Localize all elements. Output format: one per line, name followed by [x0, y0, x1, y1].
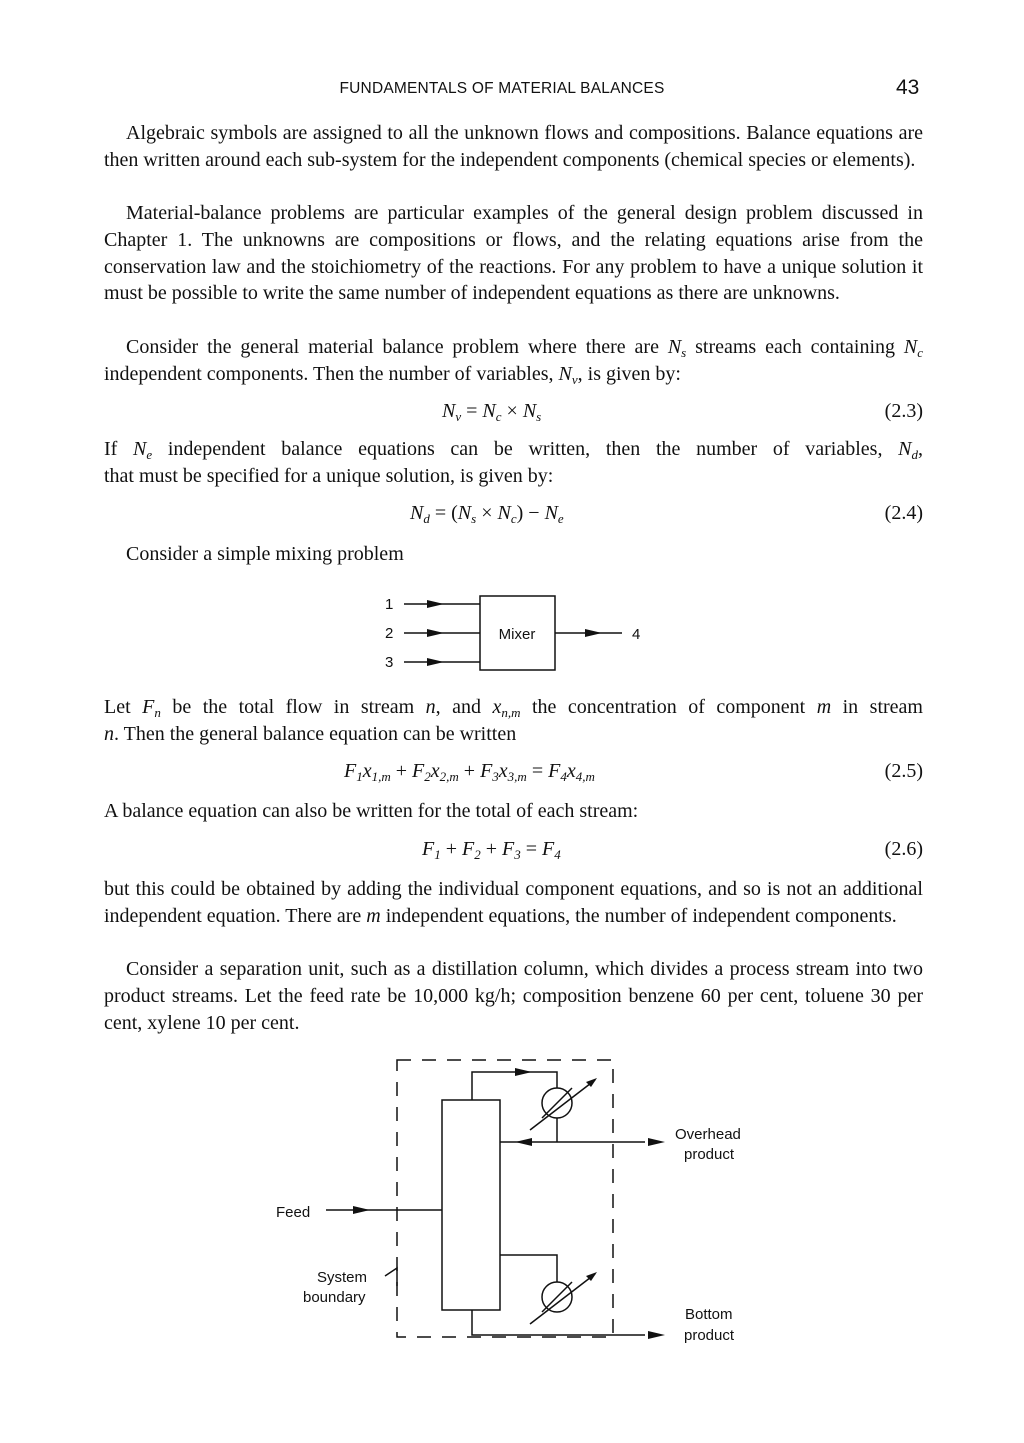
arrow-right-icon: [353, 1206, 370, 1214]
p3-text-3: independent components. Then the number of variables,: [104, 362, 559, 385]
equation-number-2-5: (2.5): [884, 760, 923, 782]
stream-label-2: 2: [385, 625, 394, 642]
distillation-column-diagram: [260, 1050, 780, 1350]
bottom-product-label-line1: Bottom: [685, 1306, 733, 1323]
paragraph-not-independent: but this could be obtained by adding the individual component equations, and so is not an additional independent equation. There are m independent equations, the number of independent components.: [104, 878, 923, 927]
equation-2-3-body: $N_v = N_c \times N_s$: [442, 400, 542, 424]
feed-label: Feed: [276, 1204, 311, 1221]
p8-text-2: independent equations, the number of independent components.: [380, 904, 897, 927]
paragraph-total-flow: Let $F_n$ be the total flow in stream n, and $x_{n,m}$ the concentration of component m in stream n. Then the general balance equation can be written: [104, 696, 923, 745]
paragraph-total-balance: A balance equation can also be written for the total of each stream:: [104, 800, 639, 822]
paragraph-independent-equations: If $N_e$ independent balance equations can be written, then the number of variables, $N_d$, that must be specified for a unique solution, is given by:: [104, 436, 923, 490]
arrow-right-icon: [427, 600, 444, 608]
p6-text-1: Let: [104, 696, 143, 718]
stream-label-3: 3: [385, 654, 394, 671]
paragraph-mixing-problem: Consider a simple mixing problem: [126, 543, 404, 565]
p4-text-2: independent balance equations can be written, then the number of variables,: [152, 438, 899, 460]
boundary-pointer: [385, 1268, 397, 1286]
p8-text-1: but this could be obtained by adding the individual component equations, and so is not an additional independent equation. There are: [104, 878, 923, 927]
equation-2-3: [104, 400, 923, 428]
system-boundary-label-line1: System: [317, 1269, 368, 1286]
p6-text-6: . Then the general balance equation can be written: [114, 722, 517, 745]
p6-text-2: be the total flow in stream: [160, 696, 426, 718]
system-boundary-rectangle: [397, 1060, 613, 1337]
arrow-right-icon: [427, 629, 444, 637]
equation-2-4: [104, 502, 923, 530]
arrow-right-icon: [515, 1068, 532, 1076]
arrow-right-icon: [427, 658, 444, 666]
p6-text-5: in stream: [831, 696, 923, 718]
system-boundary-label-line2: boundary: [303, 1289, 366, 1306]
paragraph-separation-unit: Consider a separation unit, such as a distillation column, which divides a process stream into two product streams. Let the feed rate be 10,000 kg/h; composition benzene 60 per cent, toluene 30 per cent, xylene 10 per cent.: [104, 958, 923, 1034]
p4-text-3: ,: [918, 438, 923, 460]
p4-text-1: If: [104, 438, 134, 460]
equation-2-5-body: $F_1x_{1,m} + F_2x_{2,m} + F_3x_{3,m} = F_4x_{4,m}$: [344, 760, 595, 784]
p3-text-2: streams each containing: [686, 336, 904, 358]
overhead-product-label-line1: Overhead: [675, 1126, 741, 1143]
page-number: 43: [896, 76, 920, 99]
arrow-right-icon: [648, 1331, 665, 1339]
paragraph-material-balance-problems: Material-balance problems are particular examples of the general design problem discussed in Chapter 1. The unknowns are compositions or flows, and the relating equations arise from the conservation law and the stoichiometry of the reactions. For any problem to have a unique solution it must be possible to write the same number of independent equations as there are unknowns.: [104, 202, 923, 305]
bottom-product-line: [472, 1310, 645, 1335]
distillation-column: [442, 1100, 500, 1310]
paragraph-algebraic-symbols: Algebraic symbols are assigned to all the unknown flows and compositions. Balance equations are then written around each sub-system for the independent components (chemical species or elements).: [104, 122, 923, 171]
p4-text-4: that must be specified for a unique solution, is given by:: [104, 464, 554, 487]
p6-text-4: the concentration of component: [520, 696, 817, 718]
reboiler-vapour-line: [500, 1255, 557, 1282]
equation-2-4-body: $N_d = (N_s \times N_c) - N_e$: [410, 502, 564, 526]
stream-label-4: 4: [632, 626, 641, 643]
stream-label-1: 1: [385, 596, 394, 613]
equation-number-2-3: (2.3): [884, 400, 923, 422]
arrow-right-icon: [585, 629, 602, 637]
arrow-left-icon: [515, 1138, 532, 1146]
mixer-diagram: [370, 590, 660, 682]
arrow-right-icon: [648, 1138, 665, 1146]
p6-text-3: , and: [435, 696, 493, 718]
equation-2-6-body: $F_1 + F_2 + F_3 = F_4$: [422, 838, 561, 862]
equation-number-2-4: (2.4): [884, 502, 923, 524]
bottom-product-label-line2: product: [684, 1327, 735, 1344]
p3-text-4: , is given by:: [577, 362, 681, 385]
paragraph-general-problem: Consider the general material balance problem where there are $N_s$ streams each containing $N_c$ independent components. Then the number of variables, $N_v$, is given by:: [104, 336, 923, 387]
equation-number-2-6: (2.6): [884, 838, 923, 860]
mixer-label: Mixer: [498, 626, 536, 643]
running-header-title: FUNDAMENTALS OF MATERIAL BALANCES: [339, 80, 665, 97]
equation-2-6: [104, 838, 923, 866]
equation-2-5: [104, 760, 923, 788]
overhead-product-label-line2: product: [684, 1146, 735, 1163]
p3-text-1: Consider the general material balance problem where there are: [126, 336, 668, 358]
